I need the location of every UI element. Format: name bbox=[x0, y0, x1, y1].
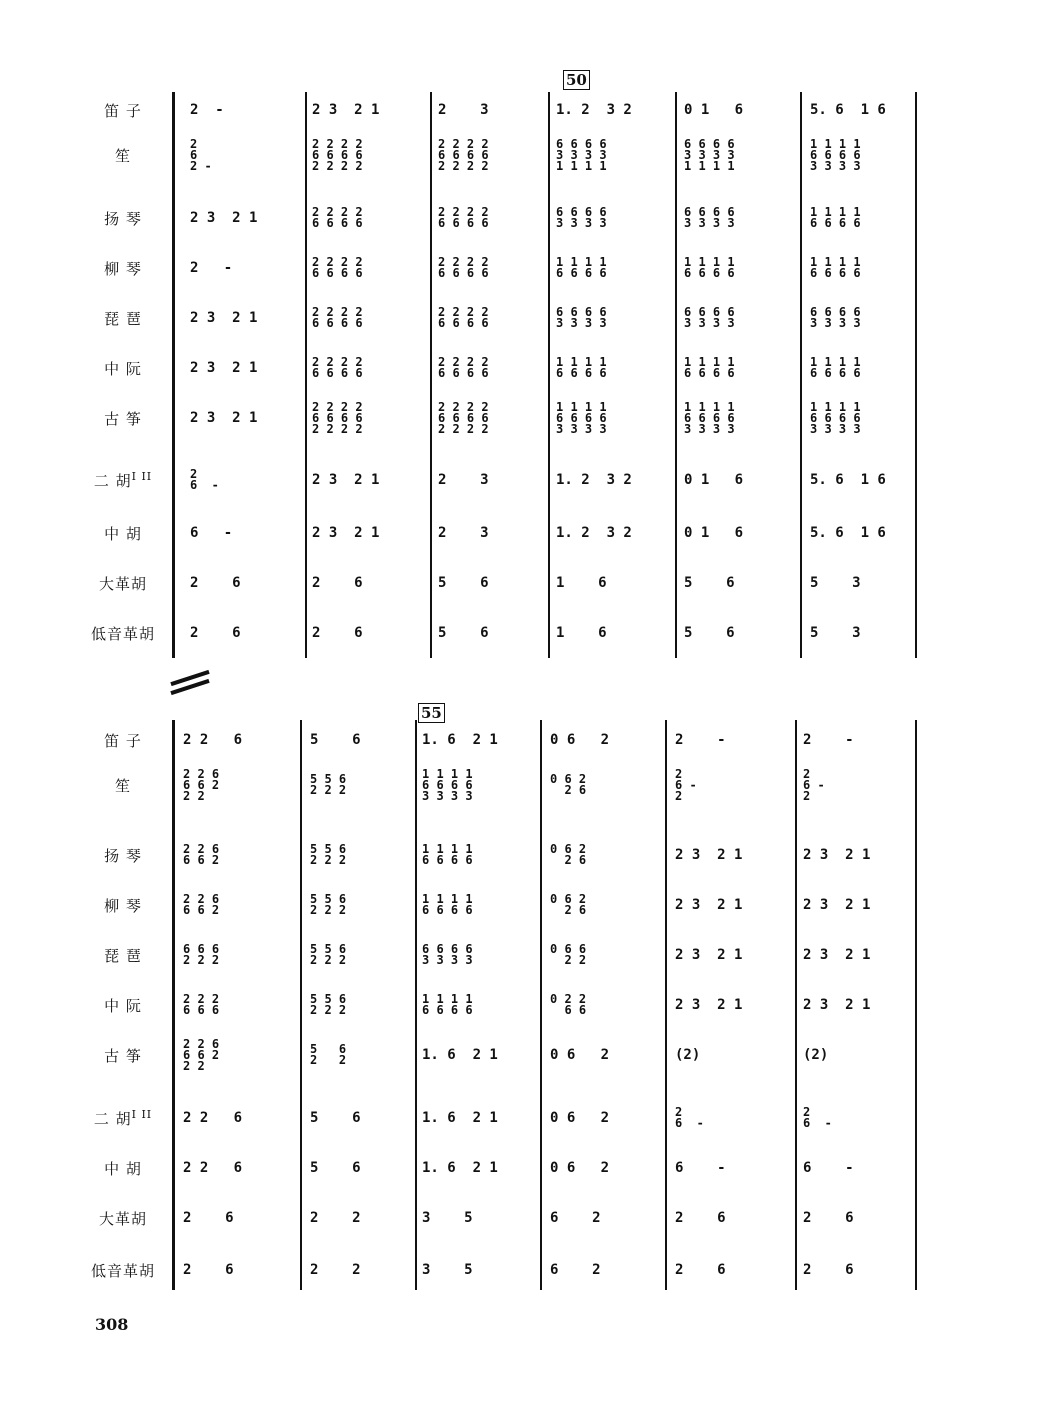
notation-cell: 2 6 bbox=[675, 1210, 726, 1226]
instrument-label: 扬 琴 bbox=[104, 847, 142, 865]
notation-cell: 2 6 bbox=[183, 1210, 234, 1226]
notation-cell: 6 6 6 6 3 3 3 3 bbox=[556, 305, 607, 330]
notation-cell: 0 6 2 2 6 bbox=[550, 842, 587, 867]
notation-cell: 0 6 2 bbox=[550, 1160, 610, 1176]
notation-cell: 2 3 2 1 bbox=[675, 847, 743, 863]
notation-cell: 2 6 bbox=[183, 1262, 234, 1278]
notation-cell: 1 1 1 1 6 6 6 6 bbox=[556, 355, 607, 380]
system-bracket bbox=[172, 720, 175, 1290]
notation-cell: 5 6 bbox=[310, 1110, 361, 1126]
notation-cell: 2 3 2 1 bbox=[190, 210, 258, 226]
notation-cell: 5 6 bbox=[438, 575, 489, 591]
notation-cell: 2 6 2 - bbox=[190, 136, 212, 173]
notation-cell: 1. 2 3 2 bbox=[556, 525, 632, 541]
notation-cell: 1 6 bbox=[556, 625, 607, 641]
instrument-label: 琵 琶 bbox=[104, 310, 142, 328]
notation-cell: 2 2 2 2 6 6 6 6 2 2 2 2 bbox=[312, 399, 363, 436]
notation-cell: 2 3 2 1 bbox=[675, 897, 743, 913]
notation-cell: 1 1 1 1 6 6 6 6 bbox=[422, 892, 473, 917]
notation-cell: 1 1 1 1 6 6 6 6 bbox=[810, 255, 861, 280]
notation-cell: 1. 6 2 1 bbox=[422, 732, 498, 748]
notation-cell: 0 6 2 2 6 bbox=[550, 892, 587, 917]
notation-cell: 5. 6 1 6 bbox=[810, 102, 886, 118]
notation-cell: 1 1 1 1 6 6 6 6 3 3 3 3 bbox=[810, 399, 861, 436]
erhu-part-marks: I II bbox=[131, 470, 153, 483]
notation-cell: 1. 6 2 1 bbox=[422, 1110, 498, 1126]
instrument-label: 柳 琴 bbox=[104, 897, 142, 915]
system-bracket bbox=[172, 92, 175, 658]
notation-cell: 0 6 6 2 2 bbox=[550, 942, 587, 967]
barline bbox=[415, 720, 417, 1290]
notation-cell: 2 2 2 2 6 6 6 6 2 2 2 2 bbox=[312, 136, 363, 173]
notation-cell: 2 3 bbox=[438, 525, 489, 541]
notation-cell: 2 3 2 1 bbox=[312, 525, 380, 541]
notation-cell: 5 5 6 2 2 2 bbox=[310, 892, 347, 917]
barline bbox=[915, 92, 917, 658]
notation-cell: 2 2 2 2 6 6 6 6 bbox=[312, 305, 363, 330]
notation-cell: 5 6 2 2 bbox=[310, 1042, 347, 1067]
notation-cell: 1 1 1 1 6 6 6 6 bbox=[422, 992, 473, 1017]
barline bbox=[675, 92, 677, 658]
instrument-label: 中 阮 bbox=[104, 360, 142, 378]
notation-cell: 2 3 bbox=[438, 102, 489, 118]
notation-cell: 0 1 6 bbox=[684, 525, 744, 541]
instrument-label: 大革胡 bbox=[98, 575, 147, 593]
notation-cell: 0 6 2 2 6 bbox=[550, 772, 587, 797]
notation-cell: 5 6 bbox=[310, 732, 361, 748]
barline bbox=[430, 92, 432, 658]
instrument-label: 笙 bbox=[114, 147, 131, 165]
notation-cell: 1 1 1 1 6 6 6 6 bbox=[684, 355, 735, 380]
notation-cell: 2 2 6 bbox=[183, 1160, 243, 1176]
notation-cell: 6 6 6 6 3 3 3 3 bbox=[556, 205, 607, 230]
notation-cell: 6 2 bbox=[550, 1262, 601, 1278]
instrument-label: 中 胡 bbox=[104, 1160, 142, 1178]
notation-cell: 1. 6 2 1 bbox=[422, 1047, 498, 1063]
notation-cell: 1 1 1 1 6 6 6 6 bbox=[556, 255, 607, 280]
notation-cell: 2 3 2 1 bbox=[312, 472, 380, 488]
notation-cell: 5 6 bbox=[684, 575, 735, 591]
notation-cell: 1 1 1 1 6 6 6 6 3 3 3 3 bbox=[556, 399, 607, 436]
notation-cell: 2 2 2 2 6 6 6 6 bbox=[438, 205, 489, 230]
notation-cell: 5 3 bbox=[810, 625, 861, 641]
instrument-label: 笛 子 bbox=[104, 732, 142, 750]
instrument-label: 扬 琴 bbox=[104, 210, 142, 228]
notation-cell: 2 3 2 1 bbox=[190, 410, 258, 426]
notation-cell: 1. 6 2 1 bbox=[422, 1160, 498, 1176]
notation-cell: 2 3 2 1 bbox=[675, 997, 743, 1013]
rehearsal-mark: 55 bbox=[418, 703, 445, 723]
notation-cell: 2 - bbox=[803, 732, 854, 748]
notation-cell: 1 1 1 1 6 6 6 6 bbox=[810, 205, 861, 230]
notation-cell: 6 2 bbox=[550, 1210, 601, 1226]
notation-cell: 2 2 2 2 6 6 6 6 bbox=[438, 305, 489, 330]
instrument-label: 古 筝 bbox=[104, 1047, 142, 1065]
notation-cell: 1. 2 3 2 bbox=[556, 102, 632, 118]
notation-cell: 2 6 bbox=[312, 625, 363, 641]
notation-cell: 2 6 - 2 bbox=[803, 766, 825, 803]
notation-cell: 2 2 bbox=[310, 1262, 361, 1278]
notation-cell: 3 5 bbox=[422, 1262, 473, 1278]
instrument-label: 柳 琴 bbox=[104, 260, 142, 278]
notation-cell: 5. 6 1 6 bbox=[810, 525, 886, 541]
notation-cell: 5 6 bbox=[684, 625, 735, 641]
notation-cell: 0 6 2 bbox=[550, 732, 610, 748]
notation-cell: 5 3 bbox=[810, 575, 861, 591]
notation-cell: 2 3 2 1 bbox=[190, 310, 258, 326]
barline bbox=[548, 92, 550, 658]
notation-cell: (2) bbox=[675, 1047, 701, 1063]
notation-cell: 2 2 6 6 6 2 2 2 bbox=[183, 1036, 220, 1073]
notation-cell: 6 6 6 6 3 3 3 3 bbox=[810, 305, 861, 330]
notation-cell: 2 6 - 2 bbox=[675, 766, 697, 803]
notation-cell: 2 3 bbox=[438, 472, 489, 488]
notation-cell: (2) bbox=[803, 1047, 829, 1063]
notation-cell: 5 5 6 2 2 2 bbox=[310, 942, 347, 967]
notation-cell: 2 - bbox=[190, 260, 233, 276]
instrument-label: 中 阮 bbox=[104, 997, 142, 1015]
instrument-label: 笙 bbox=[114, 777, 131, 795]
notation-cell: 1 1 1 1 6 6 6 6 3 3 3 3 bbox=[810, 136, 861, 173]
instrument-label: 笛 子 bbox=[104, 102, 142, 120]
notation-cell: 6 6 6 6 3 3 3 3 bbox=[684, 305, 735, 330]
notation-cell: 5 5 6 2 2 2 bbox=[310, 772, 347, 797]
notation-cell: 5. 6 1 6 bbox=[810, 472, 886, 488]
instrument-label: 低音革胡 bbox=[90, 625, 155, 643]
notation-cell: 2 3 2 1 bbox=[803, 997, 871, 1013]
notation-cell: 0 1 6 bbox=[684, 472, 744, 488]
notation-cell: 1 1 1 1 6 6 6 6 3 3 3 3 bbox=[422, 766, 473, 803]
barline bbox=[300, 720, 302, 1290]
notation-cell: 3 5 bbox=[422, 1210, 473, 1226]
notation-cell: 2 2 2 2 6 6 6 6 bbox=[312, 205, 363, 230]
notation-cell: 2 6 - bbox=[803, 1105, 832, 1130]
notation-cell: 2 2 2 2 6 6 6 6 2 2 2 2 bbox=[438, 136, 489, 173]
notation-cell: 6 - bbox=[675, 1160, 726, 1176]
notation-cell: 2 2 2 2 6 6 6 6 bbox=[438, 355, 489, 380]
notation-cell: 2 6 bbox=[675, 1262, 726, 1278]
notation-cell: 1 6 bbox=[556, 575, 607, 591]
notation-cell: 2 6 bbox=[803, 1262, 854, 1278]
notation-cell: 6 - bbox=[803, 1160, 854, 1176]
notation-cell: 6 - bbox=[190, 525, 233, 541]
instrument-label: 二 胡$^{I II}$ bbox=[93, 1108, 153, 1128]
notation-cell: 1. 2 3 2 bbox=[556, 472, 632, 488]
notation-cell: 2 6 bbox=[190, 625, 241, 641]
notation-cell: 5 6 bbox=[438, 625, 489, 641]
notation-cell: 2 3 2 1 bbox=[803, 847, 871, 863]
notation-cell: 6 6 6 6 3 3 3 3 1 1 1 1 bbox=[684, 136, 735, 173]
notation-cell: 2 3 2 1 bbox=[190, 360, 258, 376]
notation-cell: 0 6 2 bbox=[550, 1047, 610, 1063]
notation-cell: 2 2 6 bbox=[183, 732, 243, 748]
notation-cell: 1 1 1 1 6 6 6 6 bbox=[810, 355, 861, 380]
instrument-label: 古 筝 bbox=[104, 410, 142, 428]
notation-cell: 2 2 2 2 6 6 6 6 2 2 2 2 bbox=[438, 399, 489, 436]
barline bbox=[665, 720, 667, 1290]
erhu-part-marks: I II bbox=[131, 1108, 153, 1121]
notation-cell: 2 6 bbox=[803, 1210, 854, 1226]
instrument-label: 琵 琶 bbox=[104, 947, 142, 965]
instrument-label: 二 胡$^{I II}$ bbox=[93, 470, 153, 490]
notation-cell: 2 3 2 1 bbox=[675, 947, 743, 963]
notation-cell: 0 6 2 bbox=[550, 1110, 610, 1126]
notation-cell: 2 2 6 bbox=[183, 1110, 243, 1126]
instrument-label: 大革胡 bbox=[98, 1210, 147, 1228]
notation-cell: 2 2 6 6 6 2 bbox=[183, 892, 220, 917]
notation-cell: 2 3 2 1 bbox=[312, 102, 380, 118]
notation-cell: 2 - bbox=[190, 102, 224, 118]
notation-cell: 2 6 bbox=[190, 575, 241, 591]
instrument-label: 中 胡 bbox=[104, 525, 142, 543]
notation-cell: 6 6 6 2 2 2 bbox=[183, 942, 220, 967]
barline bbox=[915, 720, 917, 1290]
notation-cell: 5 5 6 2 2 2 bbox=[310, 842, 347, 867]
barline bbox=[540, 720, 542, 1290]
notation-cell: 2 6 - bbox=[190, 467, 219, 492]
notation-cell: 6 6 6 6 3 3 3 3 bbox=[422, 942, 473, 967]
notation-cell: 1 1 1 1 6 6 6 6 bbox=[684, 255, 735, 280]
notation-cell: 2 2 bbox=[310, 1210, 361, 1226]
notation-cell: 6 6 6 6 3 3 3 3 1 1 1 1 bbox=[556, 136, 607, 173]
notation-cell: 2 2 2 2 6 6 6 6 bbox=[312, 255, 363, 280]
page-number: 308 bbox=[95, 1315, 129, 1334]
notation-cell: 5 5 6 2 2 2 bbox=[310, 992, 347, 1017]
notation-cell: 1 1 1 1 6 6 6 6 bbox=[422, 842, 473, 867]
notation-cell: 0 1 6 bbox=[684, 102, 744, 118]
instrument-label: 低音革胡 bbox=[90, 1262, 155, 1280]
notation-cell: 2 6 bbox=[312, 575, 363, 591]
notation-cell: 2 2 2 6 6 6 bbox=[183, 992, 220, 1017]
notation-cell: 5 6 bbox=[310, 1160, 361, 1176]
barline bbox=[305, 92, 307, 658]
notation-cell: 2 2 6 6 6 2 bbox=[183, 842, 220, 867]
notation-cell: 2 2 6 6 6 2 2 2 bbox=[183, 766, 220, 803]
notation-cell: 2 2 2 2 6 6 6 6 bbox=[438, 255, 489, 280]
barline bbox=[795, 720, 797, 1290]
notation-cell: 6 6 6 6 3 3 3 3 bbox=[684, 205, 735, 230]
notation-cell: 1 1 1 1 6 6 6 6 3 3 3 3 bbox=[684, 399, 735, 436]
notation-cell: 2 3 2 1 bbox=[803, 947, 871, 963]
notation-cell: 2 - bbox=[675, 732, 726, 748]
notation-cell: 0 2 2 6 6 bbox=[550, 992, 587, 1017]
notation-cell: 2 3 2 1 bbox=[803, 897, 871, 913]
notation-cell: 2 2 2 2 6 6 6 6 bbox=[312, 355, 363, 380]
barline bbox=[800, 92, 802, 658]
rehearsal-mark: 50 bbox=[563, 70, 590, 90]
notation-cell: 2 6 - bbox=[675, 1105, 704, 1130]
